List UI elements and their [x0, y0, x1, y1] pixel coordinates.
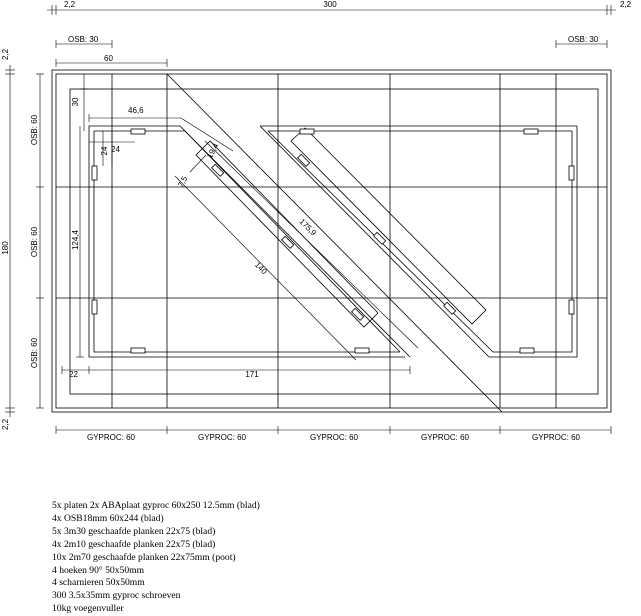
- material-item: 10x 2m70 geschaafde planken 22x75mm (poot): [52, 551, 236, 563]
- dim-124: 124,4: [71, 229, 80, 251]
- gyproc-label-5: GYPROC: 60: [531, 433, 581, 442]
- material-item: 4 scharnieren 50x50mm: [52, 577, 145, 589]
- outer-panel: [52, 70, 611, 412]
- dim-171: 171: [245, 370, 259, 379]
- dim-7: 7,5: [176, 174, 190, 189]
- dim-thirty: 30: [71, 97, 80, 107]
- gyproc-label-1: GYPROC: 60: [86, 433, 136, 442]
- dim-osb-side-3: OSB: 60: [30, 337, 39, 369]
- material-item: 4 hoeken 90° 50x50mm: [52, 564, 145, 576]
- dim-left-top: 2,2: [1, 48, 10, 60]
- material-item: 10kg voegenvuller: [52, 603, 124, 615]
- inner-panel: [56, 74, 607, 408]
- gyproc-seams: [112, 74, 556, 408]
- dim-osb-right: OSB: 30: [568, 35, 599, 44]
- gyproc-label-2: GYPROC: 60: [197, 433, 247, 442]
- dim-left-total: 180: [1, 241, 10, 255]
- materials-list: [52, 500, 260, 616]
- frame-rect: [70, 89, 598, 394]
- dim-osb-side-2: OSB: 60: [30, 226, 39, 258]
- dim-left-bottom: 2,2: [1, 418, 10, 430]
- dim-top-total: 300: [323, 0, 337, 9]
- material-item: 5x platen 2x ABAplaat gyproc 60x250 12.5mm (blad): [52, 500, 260, 511]
- dim-24b: 24: [111, 145, 120, 154]
- dim-osb-side-1: OSB: 60: [30, 114, 39, 146]
- dim-175: 175,9: [297, 216, 319, 238]
- material-item: 300 3.5x35mm gyproc schroeven: [52, 590, 181, 602]
- material-item: 4x 2m10 geschaafde planken 22x75 (blad): [52, 538, 216, 550]
- diagonal-leg-right: [291, 128, 486, 324]
- dim-24a: 24: [100, 146, 109, 156]
- dim-140: 140: [252, 260, 269, 277]
- dim-sixty: 60: [104, 54, 113, 63]
- gyproc-label-4: GYPROC: 60: [420, 433, 470, 442]
- dimension-lines: [5, 5, 616, 434]
- inner-frame: [89, 74, 577, 412]
- dim-top-right: 2,2: [620, 0, 632, 9]
- material-item: 4x OSB18mm 60x244 (blad): [52, 512, 164, 524]
- dim-top-left: 2,2: [64, 0, 76, 9]
- dim-22: 22: [69, 370, 78, 379]
- dim-19: 19,4: [205, 141, 221, 160]
- gyproc-label-3: GYPROC: 60: [309, 433, 359, 442]
- dim-osb-left: OSB: 30: [68, 35, 99, 44]
- dim-46: 46,6: [128, 106, 144, 115]
- material-item: 5x 3m30 geschaafde planken 22x75 (blad): [52, 525, 216, 537]
